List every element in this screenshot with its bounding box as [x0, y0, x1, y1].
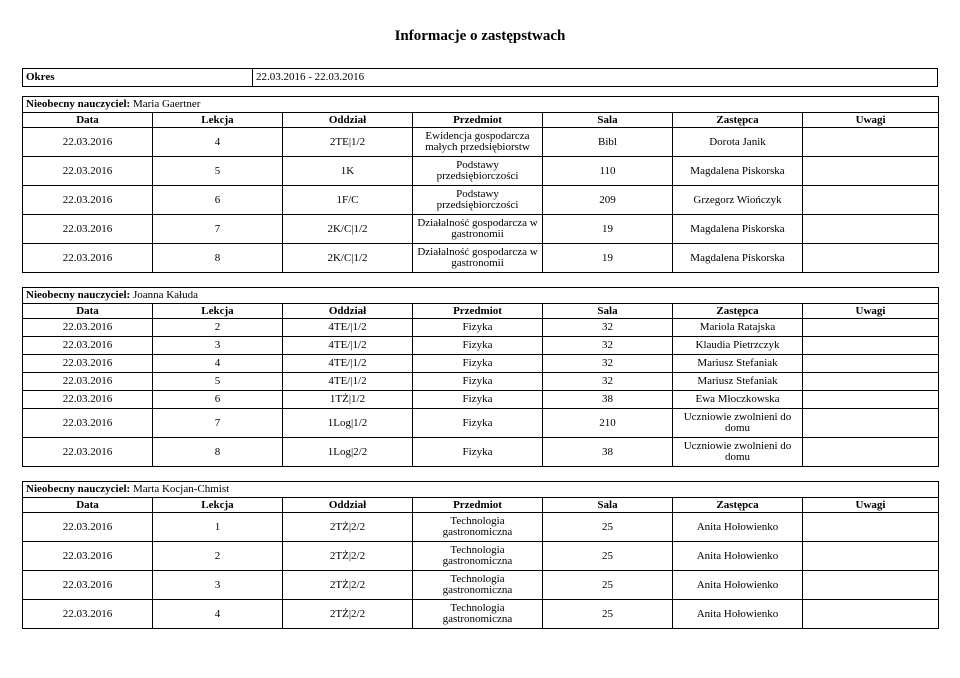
- cell-subject: Fizyka: [413, 409, 543, 438]
- cell-subject: Technologia gastronomiczna: [413, 571, 543, 600]
- cell-class: 1Log|2/2: [283, 438, 413, 467]
- cell-lesson: 6: [153, 186, 283, 215]
- table-row: [23, 157, 939, 186]
- cell-substitute: Mariusz Stefaniak: [673, 373, 803, 391]
- cell-subject: Fizyka: [413, 355, 543, 373]
- absent-teacher-header: [23, 288, 939, 304]
- absent-teacher-label: Nieobecny nauczyciel:: [26, 483, 131, 495]
- cell-lesson: 2: [153, 319, 283, 337]
- cell-lesson: 5: [153, 373, 283, 391]
- table-row: [23, 355, 939, 373]
- cell-date: 22.03.2016: [23, 244, 153, 273]
- cell-date: 22.03.2016: [23, 542, 153, 571]
- cell-lesson: 7: [153, 215, 283, 244]
- cell-date: 22.03.2016: [23, 215, 153, 244]
- cell-notes: [803, 186, 939, 215]
- column-header-room: Sala: [543, 498, 673, 513]
- cell-class: 4TE/|1/2: [283, 355, 413, 373]
- cell-room: 210: [543, 409, 673, 438]
- table-row: [23, 186, 939, 215]
- table-row: [23, 571, 939, 600]
- column-header-subject: Przedmiot: [413, 498, 543, 513]
- cell-notes: [803, 438, 939, 467]
- column-header-lesson: Lekcja: [153, 498, 283, 513]
- cell-notes: [803, 355, 939, 373]
- column-header-substitute: Zastępca: [673, 498, 803, 513]
- cell-date: 22.03.2016: [23, 157, 153, 186]
- table-row: [23, 215, 939, 244]
- table-row: [23, 337, 939, 355]
- column-header-date: Data: [23, 498, 153, 513]
- cell-notes: [803, 319, 939, 337]
- cell-notes: [803, 513, 939, 542]
- cell-class: 2TE|1/2: [283, 128, 413, 157]
- column-header-lesson: Lekcja: [153, 113, 283, 128]
- cell-room: 32: [543, 355, 673, 373]
- period-label: Okres: [23, 69, 253, 87]
- table-row: [23, 244, 939, 273]
- cell-class: 1TŻ|1/2: [283, 391, 413, 409]
- column-header-class: Oddział: [283, 113, 413, 128]
- cell-lesson: 1: [153, 513, 283, 542]
- substitution-section: [22, 96, 939, 273]
- cell-class: 2K/C|1/2: [283, 215, 413, 244]
- cell-notes: [803, 600, 939, 629]
- cell-date: 22.03.2016: [23, 373, 153, 391]
- cell-room: 25: [543, 513, 673, 542]
- cell-substitute: Anita Hołowienko: [673, 571, 803, 600]
- column-header-substitute: Zastępca: [673, 304, 803, 319]
- cell-lesson: 6: [153, 391, 283, 409]
- cell-room: 32: [543, 337, 673, 355]
- column-header-class: Oddział: [283, 498, 413, 513]
- cell-subject: Technologia gastronomiczna: [413, 542, 543, 571]
- cell-subject: Fizyka: [413, 391, 543, 409]
- cell-class: 2TŻ|2/2: [283, 571, 413, 600]
- cell-subject: Fizyka: [413, 319, 543, 337]
- cell-subject: Ewidencja gospodarcza małych przedsiębiorstw: [413, 128, 543, 157]
- absent-teacher-label: Nieobecny nauczyciel:: [26, 289, 131, 301]
- cell-substitute: Anita Hołowienko: [673, 513, 803, 542]
- absent-teacher-name: Marta Kocjan-Chmist: [132, 483, 230, 495]
- cell-substitute: Dorota Janik: [673, 128, 803, 157]
- cell-date: 22.03.2016: [23, 391, 153, 409]
- table-row: [23, 438, 939, 467]
- table-row: [23, 128, 939, 157]
- column-header-notes: Uwagi: [803, 498, 939, 513]
- cell-substitute: Magdalena Piskorska: [673, 215, 803, 244]
- cell-notes: [803, 337, 939, 355]
- cell-lesson: 4: [153, 600, 283, 629]
- cell-class: 2TŻ|2/2: [283, 513, 413, 542]
- cell-notes: [803, 128, 939, 157]
- cell-substitute: Ewa Młoczkowska: [673, 391, 803, 409]
- cell-substitute: Mariola Ratajska: [673, 319, 803, 337]
- cell-substitute: Mariusz Stefaniak: [673, 355, 803, 373]
- column-header-row: [23, 304, 939, 319]
- cell-lesson: 7: [153, 409, 283, 438]
- period-value: 22.03.2016 - 22.03.2016: [253, 69, 938, 87]
- cell-class: 1K: [283, 157, 413, 186]
- table-row: [23, 513, 939, 542]
- cell-substitute: Uczniowie zwolnieni do domu: [673, 438, 803, 467]
- cell-date: 22.03.2016: [23, 355, 153, 373]
- cell-date: 22.03.2016: [23, 337, 153, 355]
- cell-notes: [803, 215, 939, 244]
- cell-date: 22.03.2016: [23, 186, 153, 215]
- column-header-subject: Przedmiot: [413, 113, 543, 128]
- absent-teacher-header: [23, 97, 939, 113]
- cell-room: 32: [543, 319, 673, 337]
- column-header-notes: Uwagi: [803, 304, 939, 319]
- column-header-date: Data: [23, 304, 153, 319]
- cell-date: 22.03.2016: [23, 513, 153, 542]
- cell-notes: [803, 391, 939, 409]
- cell-subject: Działalność gospodarcza w gastronomii: [413, 215, 543, 244]
- cell-room: 38: [543, 391, 673, 409]
- cell-date: 22.03.2016: [23, 438, 153, 467]
- cell-class: 2TŻ|2/2: [283, 600, 413, 629]
- cell-date: 22.03.2016: [23, 600, 153, 629]
- cell-date: 22.03.2016: [23, 128, 153, 157]
- cell-class: 1F/C: [283, 186, 413, 215]
- cell-substitute: Uczniowie zwolnieni do domu: [673, 409, 803, 438]
- cell-class: 2TŻ|2/2: [283, 542, 413, 571]
- column-header-notes: Uwagi: [803, 113, 939, 128]
- cell-substitute: Anita Hołowienko: [673, 542, 803, 571]
- cell-notes: [803, 542, 939, 571]
- table-row: [23, 542, 939, 571]
- cell-room: Bibl: [543, 128, 673, 157]
- table-row: [23, 373, 939, 391]
- absent-teacher-header: [23, 482, 939, 498]
- cell-subject: Technologia gastronomiczna: [413, 600, 543, 629]
- cell-subject: Podstawy przedsiębiorczości: [413, 157, 543, 186]
- cell-room: 25: [543, 600, 673, 629]
- cell-subject: Podstawy przedsiębiorczości: [413, 186, 543, 215]
- column-header-class: Oddział: [283, 304, 413, 319]
- cell-subject: Fizyka: [413, 438, 543, 467]
- column-header-row: [23, 113, 939, 128]
- cell-notes: [803, 373, 939, 391]
- table-row: [23, 319, 939, 337]
- cell-subject: Technologia gastronomiczna: [413, 513, 543, 542]
- substitution-section: [22, 481, 939, 629]
- cell-room: 25: [543, 542, 673, 571]
- column-header-room: Sala: [543, 304, 673, 319]
- cell-room: 32: [543, 373, 673, 391]
- cell-lesson: 8: [153, 244, 283, 273]
- cell-date: 22.03.2016: [23, 409, 153, 438]
- cell-class: 2K/C|1/2: [283, 244, 413, 273]
- cell-lesson: 3: [153, 337, 283, 355]
- cell-lesson: 4: [153, 128, 283, 157]
- cell-substitute: Magdalena Piskorska: [673, 244, 803, 273]
- cell-substitute: Anita Hołowienko: [673, 600, 803, 629]
- cell-notes: [803, 571, 939, 600]
- cell-lesson: 8: [153, 438, 283, 467]
- cell-room: 38: [543, 438, 673, 467]
- cell-substitute: Grzegorz Wiończyk: [673, 186, 803, 215]
- cell-lesson: 3: [153, 571, 283, 600]
- cell-room: 19: [543, 215, 673, 244]
- cell-lesson: 5: [153, 157, 283, 186]
- cell-class: 4TE/|1/2: [283, 337, 413, 355]
- absent-teacher-name: Maria Gaertner: [132, 98, 201, 110]
- substitution-section: [22, 287, 939, 467]
- absent-teacher-label: Nieobecny nauczyciel:: [26, 98, 131, 110]
- cell-lesson: 4: [153, 355, 283, 373]
- table-row: [23, 409, 939, 438]
- cell-substitute: Klaudia Pietrzczyk: [673, 337, 803, 355]
- cell-room: 19: [543, 244, 673, 273]
- cell-room: 25: [543, 571, 673, 600]
- cell-class: 4TE/|1/2: [283, 319, 413, 337]
- column-header-subject: Przedmiot: [413, 304, 543, 319]
- cell-room: 110: [543, 157, 673, 186]
- cell-class: 4TE/|1/2: [283, 373, 413, 391]
- cell-lesson: 2: [153, 542, 283, 571]
- cell-subject: Fizyka: [413, 337, 543, 355]
- cell-substitute: Magdalena Piskorska: [673, 157, 803, 186]
- page-title: Informacje o zastępstwach: [394, 28, 566, 44]
- cell-date: 22.03.2016: [23, 571, 153, 600]
- cell-notes: [803, 409, 939, 438]
- cell-subject: Działalność gospodarcza w gastronomii: [413, 244, 543, 273]
- column-header-lesson: Lekcja: [153, 304, 283, 319]
- cell-notes: [803, 244, 939, 273]
- cell-date: 22.03.2016: [23, 319, 153, 337]
- column-header-room: Sala: [543, 113, 673, 128]
- column-header-substitute: Zastępca: [673, 113, 803, 128]
- cell-room: 209: [543, 186, 673, 215]
- table-row: [23, 600, 939, 629]
- period-table: [22, 68, 938, 87]
- absent-teacher-name: Joanna Kałuda: [132, 289, 198, 301]
- table-row: [23, 391, 939, 409]
- column-header-row: [23, 498, 939, 513]
- column-header-date: Data: [23, 113, 153, 128]
- cell-class: 1Log|1/2: [283, 409, 413, 438]
- cell-notes: [803, 157, 939, 186]
- cell-subject: Fizyka: [413, 373, 543, 391]
